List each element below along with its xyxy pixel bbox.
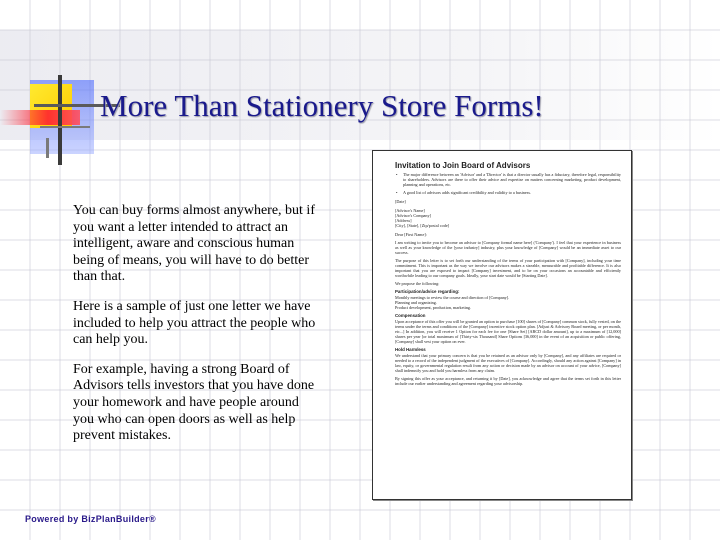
letter-address-line: [City], [State], [Zip/postal code] [395,223,450,228]
letter-section-text: We understand that your primary concern is that you be retained as an advisor only by [Company], and any affiliates are required or needed to a record of the independent judgment of the executives of [Company]. Accordingly, should any action against [Company] in law, equity, or governmental regulation result from any action or decision made by an advisor on account of your advice, [Company] shall indemnify you and hold you harmless from any claim. [395,353,621,373]
letter-section-line: Monthly meetings to review the course and direction of [Company]. [395,295,510,300]
letter-address-line: [Address] [395,218,412,223]
slide-body [73,203,321,458]
letter-salutation: Dear [First Name]: [395,232,427,237]
letter-paragraph-1: I am writing to invite you to become an advisor to [Company formal name here] ('Company'). I feel that your experience in business as well as your knowledge of the [your industry] industry, plus your knowledge of [Company] would be an immediate asset to our success. [395,240,621,255]
slide-title: More Than Stationery Store Forms! [100,88,544,123]
body-paragraph-3: For example, having a strong Board of Advisors tells investors that you have done your homework and have people around you who can open doors as well as help prevent mistakes. [73,361,315,444]
letter-section-line: Planning and organizing. [395,300,437,305]
body-paragraph-2: Here is a sample of just one letter we have included to help you attract the people who can help you. [73,298,316,348]
letter-bullet-1: • The major difference between an 'Advisor' and a 'Director' is that a director usually has a fiduciary, therefore legal, responsibility to shareholders. Advisors are there to offer their advice and expertise on matters concerning marketing, product development, planning and operations, etc. [395,172,621,187]
letter-date: [Date] [395,199,406,204]
powered-by-footer: Powered by BizPlanBuilder® [25,514,156,524]
letter-section-heading: Compensation [395,313,426,318]
letter-closing-text: By signing this offer as your acceptance, and returning it by [Date], you acknowledge and agree that the terms set forth in this letter include our earlier understanding and agreement regarding your advisorship. [395,376,621,386]
letter-paragraph-2: The purpose of this letter is to set forth our understanding of the terms of your participation with [Company], including your time commitment. This is important as the way we involve our advisors makes a sizeable, measurable and profitable difference. It is also important that you are exposed to impact [Company] investment, and to be on your occasions an accountable and efficiently worthwhile leading to our company goals. Ideally, your start date would be [Starting Date]. [395,258,621,278]
letter-title: Invitation to Join Board of Advisors [395,161,531,170]
letter-section-line: Product development, production, marketing. [395,305,472,310]
letter-section-heading: Participation/advice regarding: [395,289,460,294]
letter-bullet-2: • A good list of advisors adds significant credibility and validity to a business. [395,190,621,195]
letter-propose-line: We propose the following: [395,281,440,286]
sample-letter-image [372,150,632,500]
letter-address-line: [Advisor's Company] [395,213,431,218]
letter-address-line: [Advisor's Name] [395,208,425,213]
letter-section-text: Upon acceptance of this offer you will be granted an option to purchase [100] shares of [Company] common stock, fully vested, on the terms under the terms and conditions of the [Company] incentive stock option plan. [Adjust & Advisory Board meeting, or per month, etc...] In addition, you will receive 1 Option for each fee for one [Share Set] [ABCD dollar amount], up to a maximum of [12,000] shares per year [or total maximum of [Thirty-six Thousand] Share Options [36,000] in the event of an acquisition or public offering, [Company] shall vest your option on ever. [395,319,621,344]
letter-section-heading: Hold Harmless [395,347,426,352]
body-paragraph-1: You can buy forms almost anywhere, but if you want a letter intended to attract an intelligent, aware and conscious human being of means, you will have to do better than that. [73,203,315,285]
